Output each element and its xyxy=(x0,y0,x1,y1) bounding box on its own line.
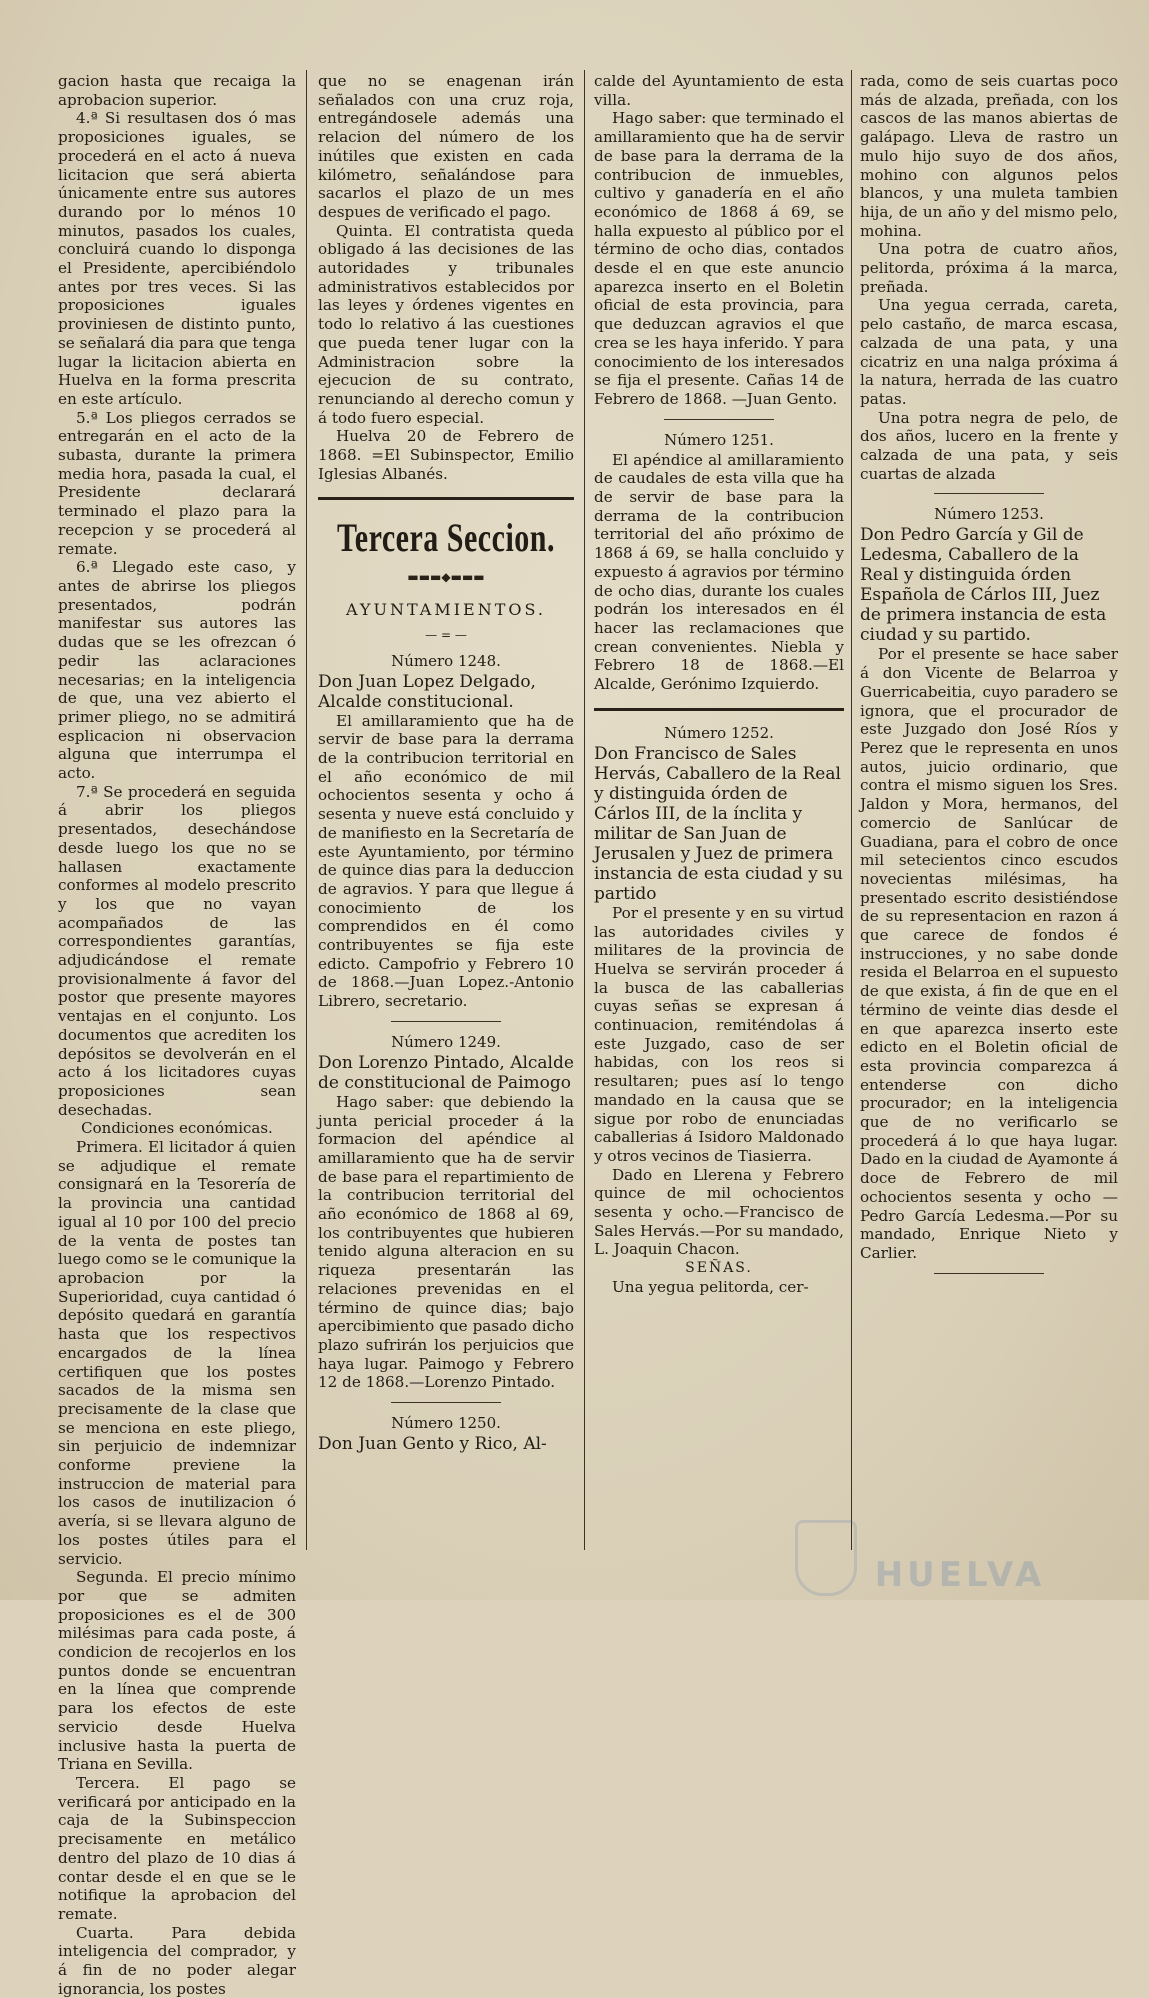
paragraph: El amillaramiento que ha de servir de base para la derrama de la contribucion territorial en el año económico de mil ochocientos sesenta y ocho á sesenta y nueve está concluido y de manifiesto en la Secretaría de este Ayuntamiento, por término de quince dias para la deduccion de agravios. Y para que llegue á conocimiento de los comprendidos en él como contribuyentes se fija este edicto. Campofrio y Febrero 10 de 1868.—Juan Lopez.-Antonio Librero, secretario. xyxy=(318,711,574,1011)
ornament-divider: — = — xyxy=(425,627,467,642)
signs-heading: SEÑAS. xyxy=(685,1260,753,1277)
entry-number: Número 1253. xyxy=(934,505,1044,524)
entry-head: Don Juan Lopez Delgado, Alcalde constitucional. xyxy=(318,671,536,712)
divider xyxy=(318,497,574,500)
divider xyxy=(934,1273,1044,1274)
divider xyxy=(391,1402,501,1403)
entry-head: Don Pedro García y Gil de Ledesma, Caballero de la Real y distinguida órden Española de Cárlos III, Juez de primera instancia de esta ciudad y su partido. xyxy=(860,525,1107,646)
subsection-title: AYUNTAMIENTOS. xyxy=(346,600,546,620)
divider xyxy=(934,493,1044,494)
paragraph: Por el presente se hace saber á don Vicente de Belarroa y Guerricabeitia, cuyo paradero se ignora, que el procurador de este Juzgado don José Ríos y Perez que le representa en unos autos, juicio ordinario, que contra el mismo siguen los Sres. Jaldon y Mora, hermanos, del comercio de Sanlúcar de Guadiana, para el cobro de once mil setecientos cinco escudos novecientas milésimas, ha presentado escrito desistiéndose de su representacion en razon á que carece de fondos é instrucciones, y no sabe donde resida el Belarroa en el supuesto de que exista, á fin de que en el término de veinte dias desde el en que aparezca inserto este edicto en el Boletin oficial de esta provincia comparezca á entenderse con dicho procurador; en la inteligencia que de no verificarlo se procederá á lo que haya lugar. Dado en la ciudad de Ayamonte á doce de Febrero de mil ochocientos sesenta y ocho —Pedro García Ledesma.—Por su mandado, Enrique Nieto y Carlier. xyxy=(860,645,1118,1262)
paragraph: El apéndice al amillaramiento de caudales de esta villa que ha de servir de base para la derrama de la contribucion territorial del año próximo de 1868 á 69, se halla concluido y expuesto á agravios por término de ocho dias, durante los cuales podrán los interesados en él hacer las reclamaciones que crean convenientes. Niebla y Febrero 18 de 1868.—El Alcalde, Gerónimo Izquierdo. xyxy=(594,450,844,694)
library-watermark: HUELVA xyxy=(874,1555,1046,1595)
column-4 xyxy=(860,72,1118,1284)
paragraph: Una potra de cuatro años, pelitorda, próxima á la marca, preñada. xyxy=(860,240,1118,296)
paragraph: Por el presente y en su virtud las autoridades civiles y militares de la provincia de Huelva se servirán proceder á la busca de las caballerias cuyas señas se expresan á continuacion, remiténdolas á este Juzgado, caso de ser habidas, con los reos si resultaren; pues así lo tengo mandado en la causa que se sigue por robo de enunciadas caballerias á Isidoro Maldonado y otros vecinos de Tiasierra. xyxy=(594,903,844,1165)
paragraph: Segunda. El precio mínimo por que se admiten proposiciones es el de 300 milésimas para cada poste, á condicion de recojerlos en los puntos donde se encuentran en la línea que comprende para los efectos de este servicio desde Huelva inclusive hasta la puerta de Triana en Sevilla. xyxy=(58,1568,296,1774)
column-3 xyxy=(594,72,844,1297)
column-divider xyxy=(584,70,585,1550)
entry-number: Número 1249. xyxy=(391,1032,501,1051)
paragraph: Hago saber: que debiendo la junta pericial proceder á la formacion del apéndice al amillaramiento que ha de servir de base para el repartimiento de la contribucion territorial del año económico de 1868 al 69, los contribuyentes que hubieren tenido alguna alteracion en su riqueza presentarán las relaciones prevenidas en el término de quince dias; bajo apercibimiento que pasado dicho plazo sufrirán los perjuicios que haya lugar. Paimogo y Febrero 12 de 1868.—Lorenzo Pintado. xyxy=(318,1092,574,1392)
paragraph: 7.ª Se procederá en seguida á abrir los pliegos presentados, desechándose desde luego los que no se hallasen exactamente conformes al modelo prescrito y los que no vayan acompañados de las correspondientes garantías, adjudicándose el remate provisionalmente á favor del postor que presente mayores ventajas en el conjunto. Los documentos que acrediten los depósitos se devolverán en el acto á los licitadores cuyas proposiciones sean desechadas. xyxy=(58,782,296,1119)
subheading-conditions: Condiciones económicas. xyxy=(81,1119,273,1138)
paragraph: Primera. El licitador á quien se adjudique el remate consignará en la Tesorería de la provincia una cantidad igual al 10 por 100 del precio de la venta de postes tan luego como se le comunique la aprobacion por la Superioridad, cuya cantidad ó depósito quedará en garantía hasta que los respectivos encargados de la línea certifiquen que los postes sacados de la misma sen precisamente de la clase que se menciona en este pliego, sin perjuicio de indemnizar conforme previene la instruccion de material para los casos de inutilizacion ó avería, si se llevara alguno de los postes útiles para el servicio. xyxy=(58,1138,296,1568)
paragraph: 5.ª Los pliegos cerrados se entregarán en el acto de la subasta, durante la primera media hora, pasada la cual, el Presidente declarará terminado el plazo para la recepcion y se procederá al remate. xyxy=(58,408,296,558)
shield-watermark-icon xyxy=(795,1520,857,1596)
divider xyxy=(664,419,774,420)
paragraph: Una potra negra de pelo, de dos años, lucero en la frente y calzada de una pata, y seis cuartas de alzada xyxy=(860,408,1118,483)
paragraph: 6.ª Llegado este caso, y antes de abrirse los pliegos presentados, podrán manifestar sus autores las dudas que se les ofrezcan ó pedir las aclaraciones necesarias; en la inteligencia de que, una vez abierto el primer pliego, no se admitirá esplicacion ni observacion alguna que interrumpa el acto. xyxy=(58,558,296,783)
entry-head: Don Francisco de Sales Hervás, Caballero de la Real y distinguida órden de Cárlos III, de la ínclita y militar de San Juan de Jerusalen y Juez de primera instancia de esta ciudad y su partido xyxy=(594,743,843,904)
ornament-divider: ▬▬▬◆▬▬▬ xyxy=(407,570,485,585)
entry-head: Don Juan Gento y Rico, Al- xyxy=(318,1434,547,1455)
section-title: Tercera Seccion. xyxy=(337,516,555,562)
paragraph: 4.ª Si resultasen dos ó mas proposiciones iguales, se procederá en el acto á nueva licitacion que será abierta únicamente entre sus autores durando por lo ménos 10 minutos, pasados los cuales, concluirá cuando lo disponga el Presidente, apercibiéndolo antes por tres veces. Si las proposiciones iguales proviniesen de distinto punto, se señalará dia para que tenga lugar la licitacion abierta en Huelva en la forma prescrita en este artículo. xyxy=(58,109,296,408)
paragraph: gacion hasta que recaiga la aprobacion superior. xyxy=(58,72,296,109)
divider xyxy=(594,708,844,711)
divider xyxy=(391,1021,501,1022)
column-divider xyxy=(851,70,852,1550)
entry-number: Número 1250. xyxy=(391,1414,501,1433)
paragraph: Dado en Llerena y Febrero quince de mil ochocientos sesenta y ocho.—Francisco de Sales Hervás.—Por su mandado, L. Joaquin Chacon. xyxy=(594,1165,844,1259)
column-1 xyxy=(58,72,296,1998)
paragraph: rada, como de seis cuartas poco más de alzada, preñada, con los cascos de las manos abiertas de galápago. Lleva de rastro un mulo hijo suyo de dos años, mohino con algunos pelos blancos, y una muleta tambien hija, de un año y del mismo pelo, mohina. xyxy=(860,72,1118,240)
column-2 xyxy=(318,72,574,1454)
paragraph: Tercera. El pago se verificará por anticipado en la caja de la Subinspeccion precisamente en metálico dentro del plazo de 10 dias á contar desde el en que se le notifique la aprobacion del remate. xyxy=(58,1773,296,1923)
paragraph: Cuarta. Para debida inteligencia del comprador, y á fin de no poder alegar ignorancia, los postes xyxy=(58,1923,296,1998)
paragraph: Una yegua pelitorda, cer- xyxy=(612,1277,809,1296)
entry-number: Número 1252. xyxy=(664,723,774,742)
paragraph: Quinta. El contratista queda obligado á las decisiones de las autoridades y tribunales administrativos establecidos por las leyes y órdenes vigentes en todo lo relativo á las cuestiones que pueda tener lugar con la Administracion sobre la ejecucion de su contrato, renunciando al derecho comun y á todo fuero especial. xyxy=(318,221,574,427)
paragraph: que no se enagenan irán señalados con una cruz roja, entregándosele además una relacion del número de los inútiles que existen en cada kilómetro, señalándose para sacarlos el plazo de un mes despues de verificado el pago. xyxy=(318,72,574,221)
entry-head: Don Lorenzo Pintado, Alcalde de constitucional de Paimogo xyxy=(318,1052,574,1093)
signature: Huelva 20 de Febrero de 1868. =El Subinspector, Emilio Iglesias Albanés. xyxy=(318,427,574,483)
column-divider xyxy=(306,70,307,1550)
paragraph: Una yegua cerrada, careta, pelo castaño, de marca escasa, calzada de una pata, y una cicatriz en una nalga próxima á la natura, herrada de las cuatro patas. xyxy=(860,296,1118,408)
paragraph: calde del Ayuntamiento de esta villa. xyxy=(594,72,844,109)
entry-number: Número 1251. xyxy=(664,430,774,449)
paragraph: Hago saber: que terminado el amillaramiento que ha de servir de base para la derrama de la contribucion de inmuebles, cultivo y ganadería en el año económico de 1868 á 69, se halla expuesto al público por el término de ocho dias, contados desde el en que este anuncio aparezca inserto en el Boletin oficial de esta provincia, para que deduzcan agravios el que crea se les haya inferido. Y para conocimiento de los interesados se fija el presente. Cañas 14 de Febrero de 1868. —Juan Gento. xyxy=(594,109,844,408)
entry-number: Número 1248. xyxy=(391,651,501,670)
